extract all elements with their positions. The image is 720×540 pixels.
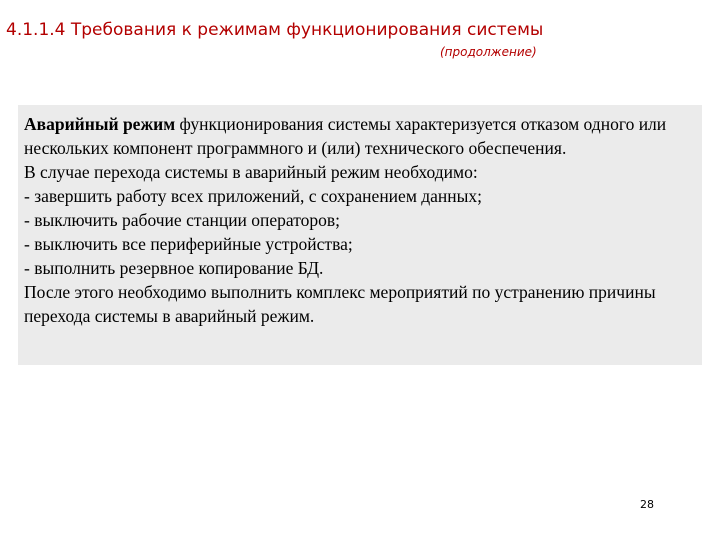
content-text [24, 112, 700, 328]
conclusion-paragraph: После этого необходимо выполнить комплекс мероприятий по устранению причины перехода системы в аварийный режим. [24, 282, 656, 326]
procedure-item: - завершить работу всех приложений, с сохранением данных; [24, 186, 483, 206]
slide-title: 4.1.1.4 Требования к режимам функционирования системы [6, 20, 544, 40]
procedure-item: - выключить рабочие станции операторов; [24, 210, 341, 230]
definition-paragraph [24, 112, 700, 160]
procedure-item: - выключить все периферийные устройства; [24, 234, 353, 254]
procedure-item: - выполнить резервное копирование БД. [24, 258, 324, 278]
definition-text: функционирования системы характеризуется отказом одного или нескольких компонент программного и (или) технического обеспечения. [24, 114, 667, 158]
page-number: 28 [640, 498, 654, 511]
emergency-mode-term: Аварийный режим [24, 114, 176, 134]
slide-subtitle: (продолжение) [440, 45, 537, 59]
procedure-intro: В случае перехода системы в аварийный режим необходимо: [24, 162, 478, 182]
